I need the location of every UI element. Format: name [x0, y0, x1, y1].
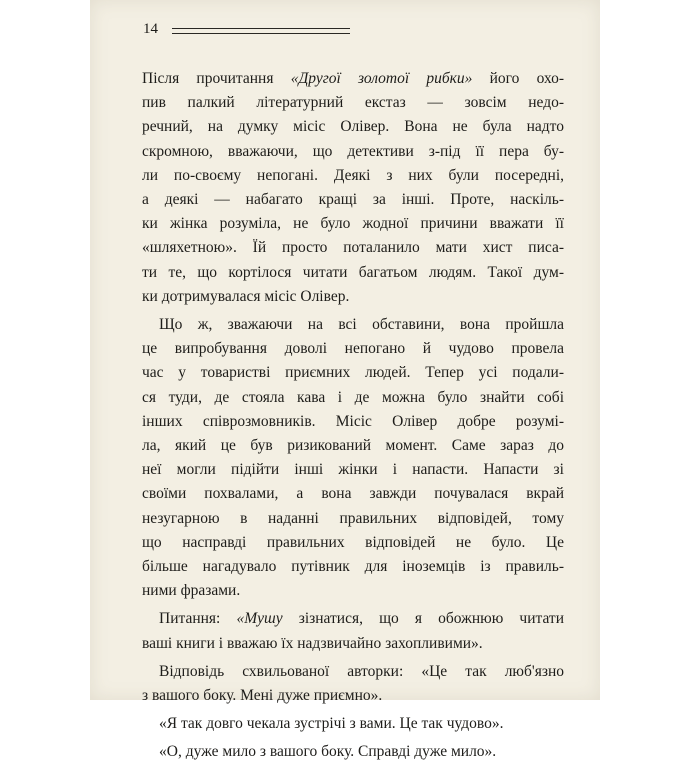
book-page: [90, 0, 600, 761]
text-line: [142, 261, 564, 285]
text-run: Питання:: [159, 610, 237, 628]
text-line: [142, 410, 564, 434]
text-run: «О, дуже мило з вашого боку. Справді дуже мило».: [159, 743, 497, 761]
text-run: це випробування доволі непогано й чудово провела: [142, 340, 564, 358]
paragraph: [142, 712, 564, 736]
text-run: скромною, вважаючи, що детективи з-під її пера бу-: [142, 142, 564, 160]
text-line: [142, 361, 564, 385]
italic-text: «Другої золотої рибки»: [290, 70, 473, 87]
text-run: більше нагадувало путівник для іноземців із правиль-: [142, 558, 564, 576]
text-line: [142, 212, 564, 236]
text-line: [142, 632, 564, 656]
text-line: [142, 507, 564, 531]
text-run: «шляхетною». Їй просто поталанило мати хист писа-: [142, 239, 564, 257]
text-run: час у товаристві приємних людей. Тепер усі подали-: [142, 364, 564, 382]
text-line: [142, 458, 564, 482]
text-line: [142, 684, 564, 708]
text-run: ваші книги і вважаю їх надзвичайно захопливими».: [142, 634, 483, 652]
text-run: його охо-: [472, 70, 565, 87]
italic-text: «Мушу: [236, 610, 283, 628]
paragraph: [142, 67, 564, 309]
paragraph: [142, 607, 564, 655]
text-line: [142, 434, 564, 458]
paragraph: [142, 313, 564, 603]
text-run: речний, на думку місіс Олівер. Вона не була надто: [142, 118, 564, 136]
text-run: а деякі — набагато кращі за інші. Проте, наскіль-: [142, 191, 564, 209]
text-line: [142, 482, 564, 506]
text-run: що насправді правильних відповідей не було. Це: [142, 533, 564, 551]
text-run: ки жінка розуміла, не було жодної причини вважати її: [142, 215, 564, 233]
text-line: [142, 337, 564, 361]
text-line: [142, 386, 564, 410]
text-run: Відповідь схвильованої авторки: «Це так люб'язно: [159, 662, 564, 680]
text-run: ки дотримувалася місіс Олівер.: [142, 287, 350, 305]
text-line: [142, 285, 564, 309]
text-run: ся туди, де стояла кава і де можна було знайти собі: [142, 388, 564, 406]
text-line: [142, 188, 564, 212]
body-text: [142, 63, 564, 765]
text-line: [142, 660, 564, 684]
text-run: зізнатися, що я обожнюю читати: [282, 610, 564, 628]
text-run: Після прочитання: [142, 70, 291, 87]
text-line: [142, 115, 564, 139]
text-run: ли по-своєму непогані. Деякі з них були посередні,: [142, 166, 564, 184]
paragraph: [142, 740, 564, 764]
text-line: [142, 91, 564, 115]
text-line: [142, 164, 564, 188]
text-line: [142, 531, 564, 555]
text-line: [142, 313, 564, 337]
text-line: [142, 555, 564, 579]
text-line: [142, 579, 564, 603]
text-run: Що ж, зважаючи на всі обставини, вона пройшла: [159, 316, 564, 334]
paragraph: [142, 660, 564, 708]
text-line: [142, 140, 564, 164]
text-run: неї могли підійти інші жінки і напасти. Напасти зі: [142, 461, 564, 479]
text-run: своїми похвалами, а вона завжди почувалася вкрай: [142, 485, 564, 503]
page-number: 14: [143, 21, 158, 37]
text-run: з вашого боку. Мені дуже приємно».: [142, 687, 383, 705]
text-line: [142, 712, 564, 736]
text-run: «Я так довго чекала зустрічі з вами. Це так чудово».: [159, 715, 504, 733]
text-line: [142, 67, 564, 91]
text-run: незугарною в наданні правильних відповідей, тому: [142, 509, 564, 527]
header-rule: [172, 28, 350, 34]
text-line: [142, 607, 564, 631]
text-line: [142, 740, 564, 764]
text-line: [142, 236, 564, 260]
text-run: пив палкий літературний екстаз — зовсім недо-: [142, 94, 564, 112]
text-run: інших співрозмовників. Місіс Олівер добре розумі-: [142, 412, 564, 430]
text-run: ла, який це був ризикований момент. Саме зараз до: [142, 437, 564, 455]
text-run: ними фразами.: [142, 582, 241, 600]
text-run: ти те, що кортілося читати багатьом людям. Такої дум-: [142, 263, 564, 281]
